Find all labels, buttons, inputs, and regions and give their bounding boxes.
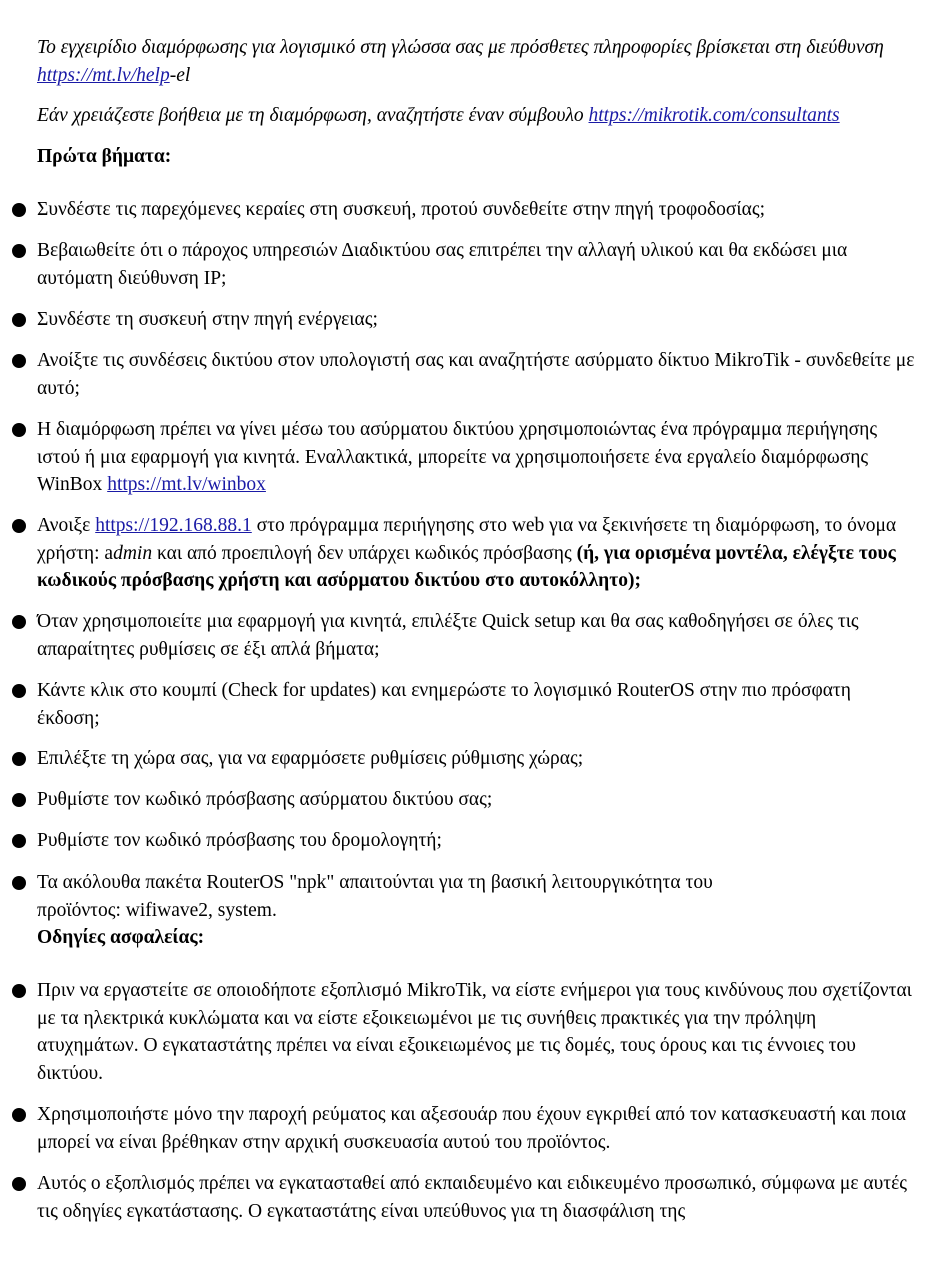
bullet-icon	[12, 203, 26, 217]
list-item-text: Ανοίξτε τις συνδέσεις δικτύου στον υπολογιστή σας και αναζητήστε ασύρματο δίκτυο MikroTik - συνδεθείτε με αυτό;	[37, 350, 915, 399]
list-item-text: Ρυθμίστε τον κωδικό πρόσβασης ασύρματου δικτύου σας;	[37, 789, 493, 810]
first-steps-heading: Πρώτα βήματα:	[37, 146, 172, 167]
bullet-icon	[12, 354, 26, 368]
list-item-text: Χρησιμοποιήστε μόνο την παροχή ρεύματος και αξεσουάρ που έχουν εγκριθεί από τον κατασκευαστή και ποια μπορεί να είναι βρέθηκαν στην αρχική συσκευασία αυτού του προϊόντος.	[37, 1104, 906, 1153]
bullet-icon	[12, 793, 26, 807]
list-item-text: Κάντε κλικ στο κουμπί (Check for updates) και ενημερώστε το λογισμικό RouterOS στην πιο πρόσφατη έκδοση;	[37, 680, 851, 729]
list-item-text: Αυτός ο εξοπλισμός πρέπει να εγκατασταθεί από εκπαιδευμένο και ειδικευμένο προσωπικό, σύμφωνα με αυτές τις οδηγίες εγκατάστασης. Ο εγκαταστάτης είναι υπεύθυνος για τη διασφάλιση της	[37, 1173, 908, 1222]
bullet-icon	[12, 876, 26, 890]
admin-text: dmin	[113, 542, 153, 564]
bullet-icon	[12, 834, 26, 848]
bullet-icon	[12, 313, 26, 327]
list-item-text: Συνδέστε τη συσκευή στην πηγή ενέργειας;	[37, 309, 378, 330]
list-item-text: Συνδέστε τις παρεχόμενες κεραίες στη συσκευή, προτού συνδεθείτε στην πηγή τροφοδοσίας;	[37, 199, 766, 220]
bullet-icon	[12, 423, 26, 437]
bullet-icon	[12, 244, 26, 258]
consultant-link[interactable]: https://mikrotik.com/consultants	[588, 105, 840, 126]
list-item-text: Βεβαιωθείτε ότι ο πάροχος υπηρεσιών Διαδικτύου σας επιτρέπει την αλλαγή υλικού και θα εκδώσει μια αυτόματη διεύθυνση IP;	[37, 240, 848, 289]
router-ip-link[interactable]: https://192.168.88.1	[95, 515, 252, 536]
bullet-icon	[12, 519, 26, 533]
password-text: και από προεπιλογή δεν υπάρχει κωδικός πρόσβασης	[152, 542, 577, 564]
list-item-text	[37, 416, 915, 499]
consultant-text: Εάν χρειάζεστε βοήθεια με τη διαμόρφωση, αναζητήστε έναν σύμβουλο	[37, 105, 589, 126]
consultant-paragraph	[37, 102, 937, 130]
manual-link-suffix: -el	[169, 64, 191, 86]
list-item-text: Τα ακόλουθα πακέτα RouterOS "npk" απαιτούνται για τη βασική λειτουργικότητα του προϊόντος: wifiwave2, system.	[37, 872, 713, 921]
username-text: στο πρόγραμμα περιήγησης στο web για να ξεκινήσετε τη διαμόρφωση, το όνομα χρήστη: a	[37, 515, 897, 564]
bullet-icon	[12, 1108, 26, 1122]
list-item-text: Επιλέξτε τη χώρα σας, για να εφαρμόσετε ρυθμίσεις ρύθμισης χώρας;	[37, 748, 584, 769]
bullet-icon	[12, 984, 26, 998]
manual-paragraph	[37, 34, 917, 89]
winbox-text: Η διαμόρφωση πρέπει να γίνει μέσω του ασύρματου δικτύου χρησιμοποιώντας ένα πρόγραμμα περιήγησης ιστού ή μια εφαρμογή για κινητά. Εναλλακτικά, μπορείτε να χρησιμοποιήσετε ένα εργαλείο διαμόρφωσης WinBox	[37, 419, 878, 495]
manual-text: Το εγχειρίδιο διαμόρφωσης για λογισμικό στη γλώσσα σας με πρόσθετες πληροφορίες βρίσκεται στη διεύθυνση	[37, 37, 884, 58]
manual-link[interactable]: https://mt.lv/help	[37, 64, 170, 86]
list-item-text	[37, 512, 915, 595]
winbox-link[interactable]: https://mt.lv/winbox	[107, 474, 266, 495]
open-text: Ανοιξε	[37, 515, 96, 536]
list-item-text: Όταν χρησιμοποιείτε μια εφαρμογή για κινητά, επιλέξτε Quick setup και θα σας καθοδηγήσει σε όλες τις απαραίτητες ρυθμίσεις σε έξι απλά βήματα;	[37, 611, 859, 660]
bullet-icon	[12, 1177, 26, 1191]
sticker-note: (ή, για ορισμένα μοντέλα, ελέγξτε τους κωδικούς πρόσβασης χρήστη και ασύρματου δικτύου στο αυτοκόλλητο);	[37, 542, 896, 591]
list-item-text: Πριν να εργαστείτε σε οποιοδήποτε εξοπλισμό MikroTik, να είστε ενήμεροι για τους κινδύνους που σχετίζονται με τα ηλεκτρικά κυκλώματα και να είστε εξοικειωμένοι με τις συνήθεις πρακτικές για την πρόληψη ατυχημάτων. Ο εγκαταστάτης πρέπει να είναι εξοικειωμένος με τις δομές, τους όρους και τις έννοιες του δικτύου.	[37, 980, 912, 1084]
bullet-icon	[12, 615, 26, 629]
bullet-icon	[12, 684, 26, 698]
list-item-text: Ρυθμίστε τον κωδικό πρόσβασης του δρομολογητή;	[37, 830, 442, 851]
bullet-icon	[12, 752, 26, 766]
safety-heading: Οδηγίες ασφαλείας:	[37, 927, 205, 948]
